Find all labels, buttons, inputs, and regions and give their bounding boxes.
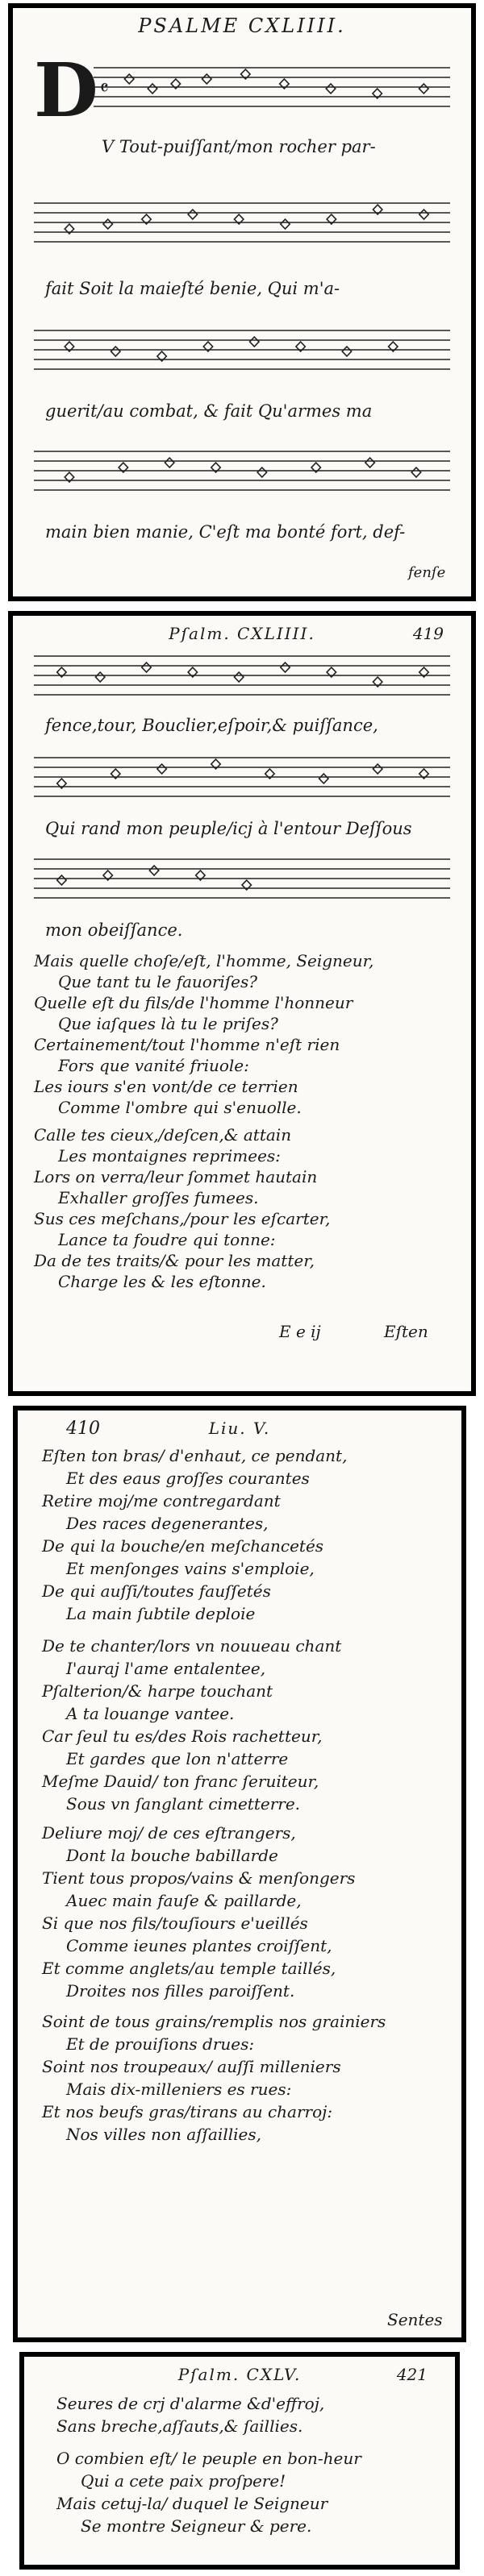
verse-line: Et des eaus groſſes courantes [66, 1469, 310, 1488]
verse-line: Lors on verra/leur ſommet hautain [34, 1167, 318, 1186]
lyric-line: fence,tour, Bouclier,eſpoir,& puiſſance, [45, 716, 378, 735]
verse-line: Des races degenerantes, [66, 1514, 269, 1533]
verse-line: Seures de crj d'alarme &d'effroj, [56, 2394, 325, 2413]
running-head: Pſalm. CXLIIII. [169, 624, 315, 643]
verse-line: Et nos beufs gras/tirans au charroj: [42, 2102, 333, 2121]
lyric-line: fait Soit la maieſté benie, Qui m'a- [45, 279, 340, 298]
verse-line: Lance ta foudre qui tonne: [58, 1230, 276, 1249]
verse-line: A ta louange vantee. [66, 1704, 235, 1723]
verse-line: Deliure moj/ de ces eſtrangers, [42, 1823, 296, 1843]
lyric-line: mon obeiſſance. [45, 920, 183, 940]
catchword: Sentes [387, 2310, 443, 2329]
page-panel-2 [8, 611, 476, 1396]
music-staff [34, 854, 450, 903]
svg-text:𝄴: 𝄴 [99, 76, 109, 102]
signature-mark: E e ij [279, 1322, 321, 1341]
drop-cap: D [34, 47, 98, 134]
verse-line: Eſten ton bras/ d'enhaut, ce pendant, [42, 1446, 348, 1465]
verse-line: Mais dix-milleniers es rues: [66, 2079, 292, 2099]
page-number: 419 [412, 624, 444, 643]
verse-line: Qui a cete paix proſpere! [81, 2471, 286, 2491]
running-head: PSALME CXLIIII. [138, 15, 346, 37]
running-head: Liu. V. [208, 1419, 271, 1438]
verse-line: Da de tes traits/& pour les matter, [34, 1251, 315, 1270]
verse-line: O combien eſt/ le peuple en bon-heur [56, 2449, 361, 2468]
verse-line: De te chanter/lors vn nouueau chant [42, 1636, 342, 1656]
verse-line: Car ſeul tu es/des Rois rachetteur, [42, 1726, 323, 1746]
page-number: 421 [396, 2365, 428, 2384]
verse-line: Sus ces meſchans,/pour les eſcarter, [34, 1209, 331, 1228]
verse-line: Comme ieunes plantes croiſſent, [66, 1936, 332, 1955]
verse-line: Que iaſques là tu le priſes? [58, 1014, 278, 1033]
verse-line: Droites nos filles paroiſſent. [66, 1981, 295, 2001]
verse-line: Meſme Dauid/ ton franc ſeruiteur, [42, 1772, 319, 1791]
verse-line: Les iours s'en vont/de ce terrien [34, 1077, 298, 1096]
verse-line: Et menſonges vains s'emploie, [66, 1559, 315, 1578]
lyric-line: guerit/au combat, & fait Qu'armes ma [45, 401, 373, 421]
lyric-line: main bien manie, C'eſt ma bonté fort, def- [45, 522, 406, 542]
verse-line: Fors que vanité friuole: [58, 1056, 249, 1075]
verse-line: Retire moj/me contregardant [42, 1491, 281, 1510]
verse-line: La main ſubtile deploie [66, 1604, 256, 1623]
page-panel-3 [13, 1406, 466, 2342]
verse-line: De qui auſſi/toutes fauſſetés [42, 1581, 271, 1601]
running-head: Pſalm. CXLV. [177, 2365, 302, 2384]
verse-line: Les montaignes reprimees: [58, 1146, 281, 1165]
verse-line: Et comme anglets/au temple taillés, [42, 1959, 336, 1978]
verse-line: Tient tous propos/vains & menſongers [42, 1868, 356, 1888]
verse-line: Charge les & les eſtonne. [58, 1272, 266, 1291]
verse-line: De qui la bouche/en meſchancetés [42, 1536, 324, 1556]
verse-line: Mais quelle choſe/eſt, l'homme, Seigneur, [34, 951, 374, 970]
music-staff [34, 198, 450, 247]
music-staff [34, 326, 450, 374]
verse-line: Sans breche,aſſauts,& ſaillies. [56, 2416, 303, 2436]
verse-line: Si que nos fils/touſiours e'ueillés [42, 1913, 308, 1933]
catchword: Eſten [384, 1322, 428, 1341]
page-panel-1 [8, 3, 476, 601]
verse-line: Pſalterion/& harpe touchant [42, 1681, 273, 1701]
music-staff [34, 753, 450, 801]
verse-line: Calle tes cieux,/deſcen,& attain [34, 1125, 292, 1145]
page-panel-4 [19, 2352, 460, 2570]
verse-line: Mais cetuj-la/ duquel le Seigneur [56, 2494, 328, 2513]
verse-line: Auec main fauſe & paillarde, [66, 1891, 302, 1910]
verse-line: Comme l'ombre qui s'enuolle. [58, 1098, 302, 1117]
lyric-line: fenſe [408, 564, 446, 581]
verse-line: Que tant tu le fauoriſes? [58, 972, 258, 991]
verse-line: Et de prouiſions drues: [66, 2034, 255, 2054]
verse-line: I'auraj l'ame entalentee, [66, 1659, 266, 1678]
verse-line: Quelle eſt du fils/de l'homme l'honneur [34, 993, 353, 1012]
verse-line: Exhaller groſſes fumees. [58, 1188, 259, 1207]
verse-line: Dont la bouche babillarde [66, 1846, 278, 1865]
lyric-line: Qui rand mon peuple/icj à l'entour Deſſous [45, 819, 412, 838]
verse-line: Et gardes que lon n'atterre [66, 1749, 289, 1768]
music-staff [34, 447, 450, 495]
verse-line: Soint de tous grains/remplis nos grainiers [42, 2012, 386, 2031]
verse-line: Sous vn ſanglant cimetterre. [66, 1794, 301, 1814]
verse-line: Soint nos troupeaux/ auſſi milleniers [42, 2057, 341, 2076]
page-number: 410 [66, 1419, 100, 1439]
music-staff [34, 651, 450, 700]
verse-line: Nos villes non aſſaillies, [66, 2125, 261, 2144]
music-staff [94, 63, 450, 111]
lyric-line: V Tout-puiſſant/mon rocher par- [102, 137, 376, 156]
verse-line: Certainement/tout l'homme n'eſt rien [34, 1035, 340, 1054]
verse-line: Se montre Seigneur & pere. [81, 2516, 312, 2536]
